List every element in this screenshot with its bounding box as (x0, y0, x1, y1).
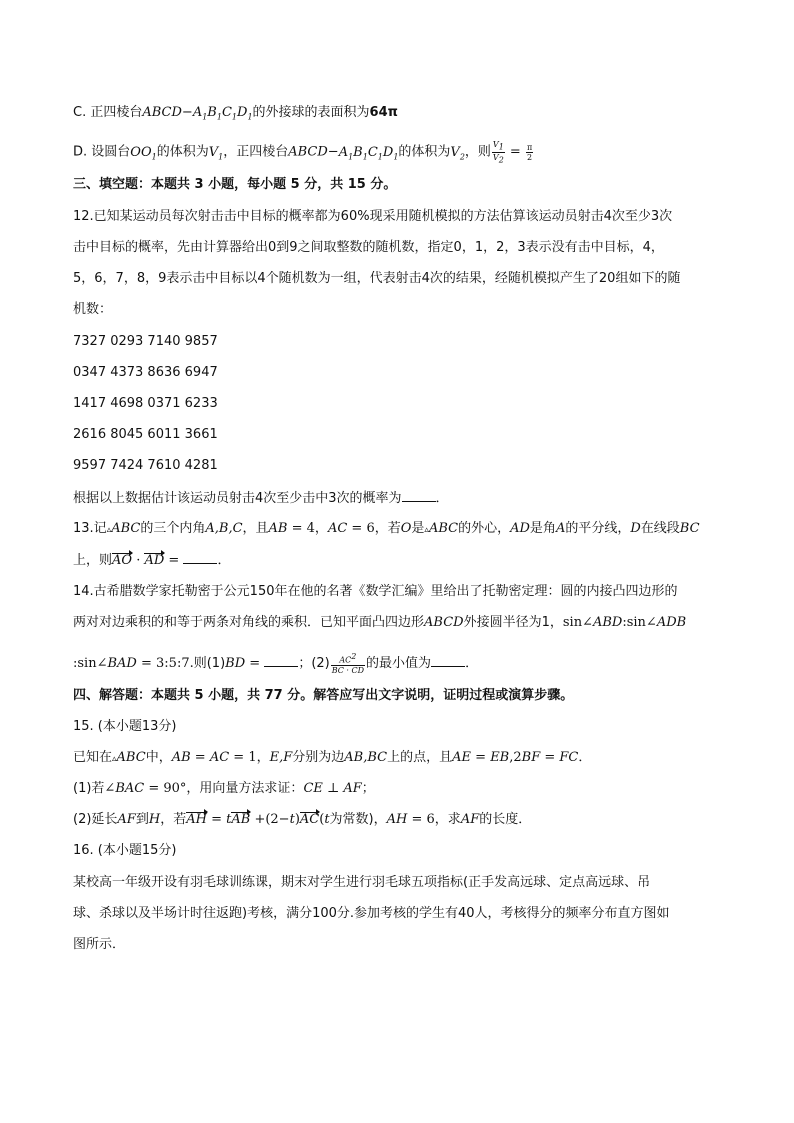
section-3-heading: 三、填空题：本题共 3 小题，每小题 5 分，共 15 分。 (73, 177, 397, 192)
q12-line-4: 机数： (73, 302, 113, 317)
answer-blank (431, 654, 465, 667)
q16-heading: 16. (本小题15分) (73, 843, 177, 858)
q15-part-1: (1)若∠BAC = 90°，用向量方法求证：CE ⊥ AF； (73, 781, 375, 796)
ac-squared-fraction: $\frac{AC^2}{BC \cdot CD}$ (331, 652, 365, 675)
q12-line-2: 击中目标的概率，先由计算器给出0到9之间取整数的随机数，指定0，1，2，3表示没有击中目标，4， (73, 240, 664, 255)
q15-statement: 已知在▵ABC中，AB = AC = 1，E,F分别为边AB,BC上的点，且AE = EB,2BF = FC． (73, 750, 592, 765)
q15-part-2: (2)延长AF到H，若AH = tAB +(2−t)AC(t为常数)，AH = 6，求AF的长度． (73, 812, 532, 827)
pi-over-two-fraction: $\frac{\pi}{2}$ (526, 142, 533, 162)
random-number-row: 1417 4698 0371 6233 (73, 396, 218, 411)
random-number-row: 7327 0293 7140 9857 (73, 334, 218, 349)
random-number-row: 9597 7424 7610 4281 (73, 458, 218, 473)
answer-blank (264, 654, 298, 667)
q16-line-2: 球、杀球以及半场计时往返跑)考核，满分100分.参加考核的学生有40人，考核得分的频率分布直方图如 (73, 906, 670, 921)
q12-line-3: 5，6，7，8，9表示击中目标以4个随机数为一组，代表射击4次的结果，经随机模拟产生了20组如下的随 (73, 271, 681, 286)
answer-blank (183, 551, 217, 564)
section-4-heading: 四、解答题：本题共 5 小题，共 77 分。解答应写出文字说明，证明过程或演算步骤。 (73, 688, 574, 703)
option-c: C. 正四棱台$ABCD-A_1B_1C_1D_1$的外接球的表面积为64π (73, 105, 398, 122)
q12-line-1: 12.已知某运动员每次射击击中目标的概率都为60%现采用随机模拟的方法估算该运动员射击4次至少3次 (73, 209, 673, 224)
q14-line-1: 14.古希腊数学家托勒密于公元150年在他的名著《数学汇编》里给出了托勒密定理：圆的内接凸四边形的 (73, 584, 678, 599)
q12-question: 根据以上数据估计该运动员射击4次至少击中3次的概率为 ． (73, 491, 449, 506)
q16-line-3: 图所示． (73, 937, 126, 952)
random-number-row: 2616 8045 6011 3661 (73, 427, 218, 442)
volume-ratio-fraction: $\frac{V_1}{V_2}$ (492, 140, 504, 165)
option-d: D. 设圆台$OO_1$的体积为$V_1$，正四棱台$ABCD-A_1B_1C_1D_1$的体积为$V_2$，则 $\frac{V_1}{V_2}$ = $\frac{\pi}{2}$ (73, 140, 533, 165)
q15-heading: 15. (本小题13分) (73, 719, 177, 734)
answer-blank (402, 489, 436, 502)
q16-line-1: 某校高一年级开设有羽毛球训练课，期末对学生进行羽毛球五项指标(正手发高远球、定点高远球、吊 (73, 875, 651, 890)
q13-line-2: 上，则AO · AD = ． (73, 553, 231, 568)
q14-line-3: :sin∠BAD = 3:5:7.则(1)BD = ；(2) $\frac{AC^2}{BC \cdot CD}$ 的最小值为 ． (73, 652, 479, 675)
q13-line-1: 13.记▵ABC的三个内角A,B,C，且AB = 4，AC = 6，若O是▵ABC的外心，AD是角A的平分线，D在线段BC (73, 521, 700, 536)
q14-line-2: 两对对边乘积的和等于两条对角线的乘积．已知平面凸四边形ABCD外接圆半径为1，sin∠ABD:sin∠ADB (73, 615, 687, 630)
random-number-row: 0347 4373 8636 6947 (73, 365, 218, 380)
